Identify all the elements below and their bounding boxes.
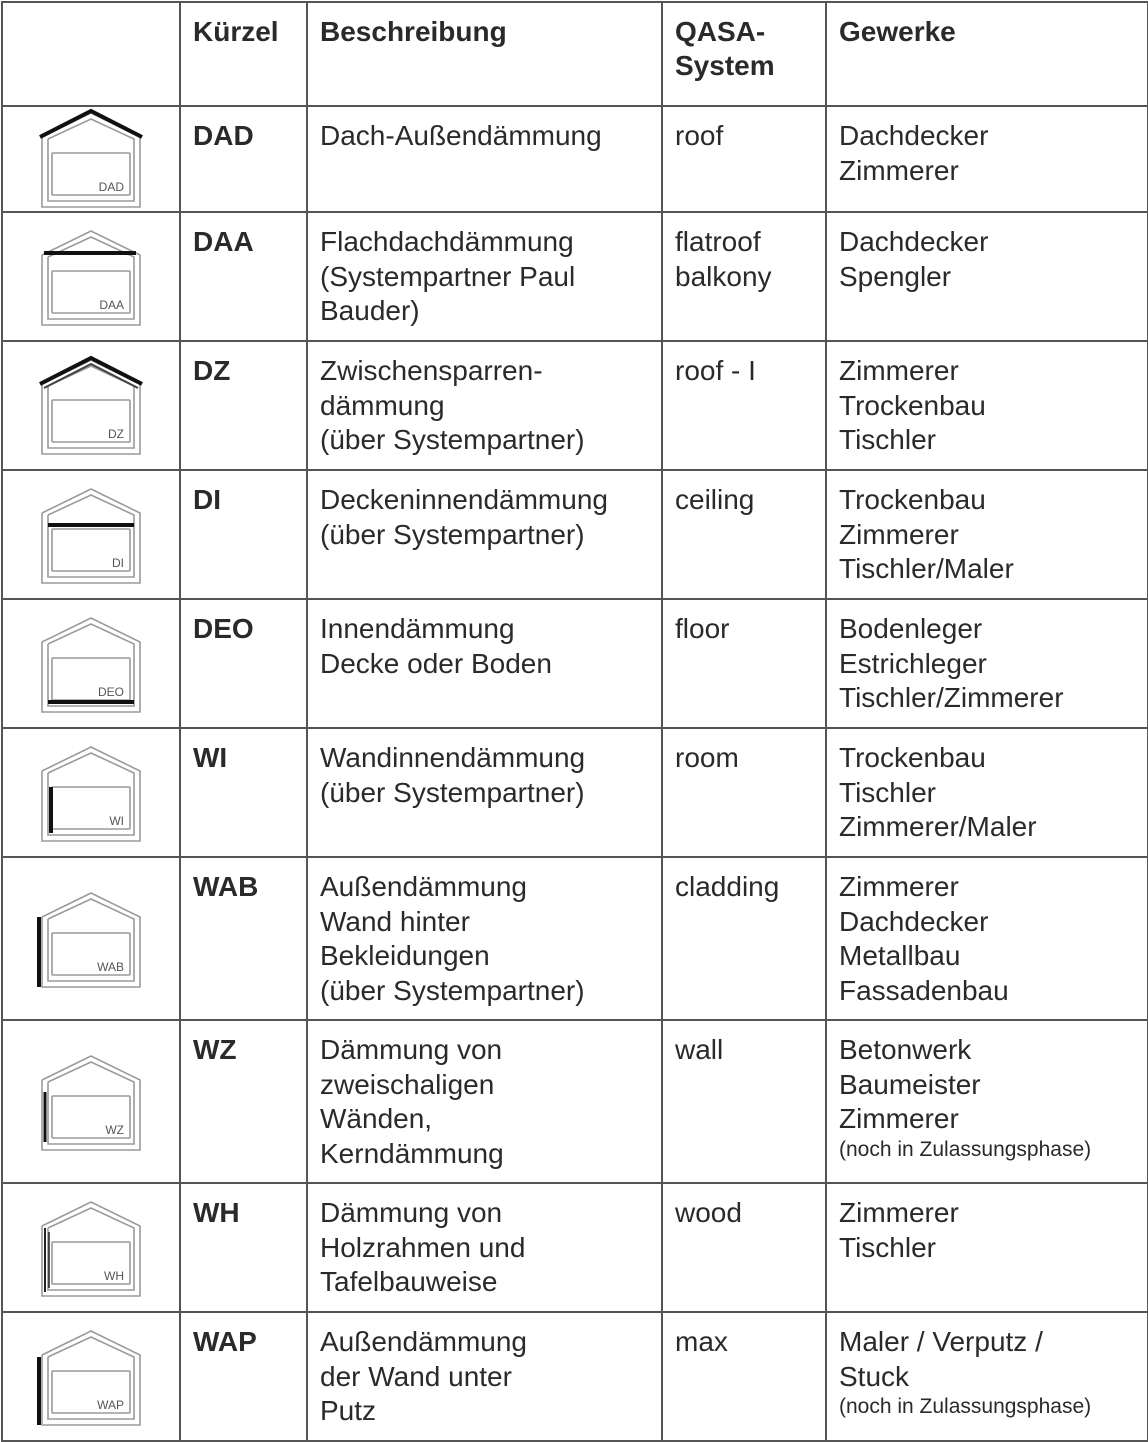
trade-line: Bodenleger — [839, 613, 983, 644]
qasa-cell — [662, 1020, 826, 1183]
code-cell: DZ — [180, 341, 307, 470]
description-line: Decke oder Boden — [320, 647, 552, 679]
description-line: Bekleidungen — [320, 940, 490, 971]
approval-note: (noch in Zulassungsphase) — [839, 1137, 1092, 1161]
icon-caption: WH — [104, 1268, 124, 1283]
trade-line: Zimmerer — [839, 154, 959, 186]
icon-cell — [2, 212, 180, 341]
table-row — [2, 341, 1148, 470]
description-cell — [307, 1183, 662, 1312]
trade-line: Zimmerer — [839, 1103, 959, 1134]
description-line: Außendämmung — [320, 871, 528, 902]
qasa-line: max — [675, 1326, 728, 1357]
icon-caption: DZ — [108, 426, 124, 441]
description-cell — [307, 470, 662, 599]
approval-note: (noch in Zulassungsphase) — [839, 1395, 1092, 1418]
description-line: (über Systempartner) — [320, 424, 585, 455]
trade-line: Tischler/Maler — [839, 553, 1014, 584]
trade-line: Zimmerer — [839, 871, 959, 902]
icon-cell — [2, 599, 180, 728]
icon-cell — [2, 728, 180, 857]
trade-line: Zimmerer — [839, 518, 959, 550]
table-row — [2, 728, 1148, 857]
description-line: Tafelbauweise — [320, 1266, 498, 1297]
trade-line: Zimmerer — [839, 1197, 959, 1228]
icon-cell — [2, 1312, 180, 1441]
qasa-cell — [662, 341, 826, 470]
header-qasa-line2: System — [675, 50, 775, 81]
description-line: Wänden, — [320, 1103, 433, 1134]
code-cell: DI — [180, 470, 307, 599]
wall-outer-cladding-insulation-icon — [3, 887, 179, 991]
description-line: zweischaligen — [320, 1068, 495, 1100]
table-row — [2, 1312, 1148, 1441]
description-cell — [307, 857, 662, 1020]
wall-outer-plaster-insulation-icon — [3, 1325, 179, 1429]
code-cell: WZ — [180, 1020, 307, 1183]
trade-line: Estrichleger — [839, 647, 987, 679]
header-trades: Gewerke — [826, 2, 1148, 106]
qasa-line: roof — [675, 120, 724, 151]
description-line: Kerndämmung — [320, 1137, 504, 1169]
description-line: Holzrahmen und — [320, 1231, 526, 1263]
code-cell: WAB — [180, 857, 307, 1020]
code-cell: DEO — [180, 599, 307, 728]
qasa-cell — [662, 857, 826, 1020]
floor-insulation-icon — [3, 612, 179, 716]
description-line: Außendämmung — [320, 1326, 528, 1357]
qasa-cell — [662, 1183, 826, 1312]
description-line: (Systempartner Paul — [320, 260, 576, 292]
description-cell — [307, 728, 662, 857]
qasa-cell — [662, 599, 826, 728]
table-row — [2, 857, 1148, 1020]
code-cell: DAA — [180, 212, 307, 341]
trades-cell — [826, 1312, 1148, 1441]
flat-roof-insulation-icon — [3, 225, 179, 329]
house-roof-outer-insulation-icon — [3, 107, 179, 211]
header-code: Kürzel — [180, 2, 307, 106]
trade-line: Dachdecker — [839, 226, 989, 257]
trade-line: Tischler — [839, 776, 936, 808]
table-row — [2, 1183, 1148, 1312]
description-cell — [307, 1312, 662, 1441]
trade-line: Dachdecker — [839, 120, 989, 151]
qasa-line: roof - I — [675, 355, 756, 386]
trades-cell — [826, 341, 1148, 470]
trade-line: Tischler — [839, 424, 936, 455]
qasa-cell — [662, 470, 826, 599]
description-line: der Wand unter — [320, 1360, 512, 1392]
description-line: Zwischensparren- — [320, 355, 543, 386]
description-cell — [307, 599, 662, 728]
trades-cell — [826, 106, 1148, 212]
qasa-cell — [662, 1312, 826, 1441]
icon-caption: DEO — [97, 684, 124, 699]
description-cell — [307, 1020, 662, 1183]
description-line: Dämmung von — [320, 1197, 503, 1228]
icon-caption: WZ — [105, 1122, 124, 1137]
trades-cell — [826, 1183, 1148, 1312]
between-rafter-insulation-icon — [3, 354, 179, 458]
trade-line: Maler / Verputz / — [839, 1326, 1043, 1357]
qasa-cell — [662, 106, 826, 212]
description-line: (über Systempartner) — [320, 518, 585, 550]
qasa-line: balkony — [675, 260, 772, 292]
icon-caption: WI — [109, 813, 124, 828]
icon-cell — [2, 106, 180, 212]
icon-caption: WAP — [97, 1397, 124, 1412]
table-row — [2, 599, 1148, 728]
icon-caption: DI — [112, 555, 124, 570]
code-cell: WH — [180, 1183, 307, 1312]
description-line: Innendämmung — [320, 613, 515, 644]
header-icon-column — [2, 2, 180, 106]
header-qasa-line1: QASA- — [675, 16, 766, 47]
qasa-line: wall — [675, 1034, 724, 1065]
qasa-line: wood — [675, 1197, 742, 1228]
description-line: (über Systempartner) — [320, 974, 585, 1006]
trades-cell — [826, 470, 1148, 599]
trade-line: Tischler — [839, 1231, 936, 1263]
table-body — [2, 106, 1148, 1441]
qasa-line: cladding — [675, 871, 780, 902]
icon-cell — [2, 1020, 180, 1183]
trade-line: Zimmerer — [839, 355, 959, 386]
icon-cell — [2, 1183, 180, 1312]
icon-caption: DAD — [98, 180, 124, 194]
header-description: Beschreibung — [307, 2, 662, 106]
trades-cell — [826, 728, 1148, 857]
wall-inner-insulation-icon — [3, 741, 179, 845]
icon-caption: DAA — [99, 297, 124, 312]
table-row — [2, 106, 1148, 212]
trades-cell — [826, 857, 1148, 1020]
trade-line: Dachdecker — [839, 905, 989, 937]
qasa-cell — [662, 212, 826, 341]
description-line: Wand hinter — [320, 905, 470, 937]
description-line: Dach-Außendämmung — [320, 120, 602, 151]
trade-line: Trockenbau — [839, 742, 986, 773]
header-qasa-system — [662, 2, 826, 106]
trade-line: Metallbau — [839, 940, 961, 971]
table-row — [2, 1020, 1148, 1183]
description-line: (über Systempartner) — [320, 776, 585, 808]
qasa-line: room — [675, 742, 739, 773]
table-row — [2, 470, 1148, 599]
qasa-cell — [662, 728, 826, 857]
cavity-wall-insulation-icon — [3, 1050, 179, 1154]
description-cell — [307, 212, 662, 341]
trades-cell — [826, 1020, 1148, 1183]
trade-line: Stuck — [839, 1360, 910, 1392]
code-cell: WI — [180, 728, 307, 857]
code-cell: WAP — [180, 1312, 307, 1441]
trade-line: Baumeister — [839, 1068, 981, 1100]
insulation-systems-table — [1, 1, 1148, 1442]
trade-line: Betonwerk — [839, 1034, 972, 1065]
header-row — [2, 2, 1148, 106]
table-row — [2, 212, 1148, 341]
description-line: Bauder) — [320, 295, 420, 326]
qasa-line: floor — [675, 613, 730, 644]
trades-cell — [826, 212, 1148, 341]
description-line: Putz — [320, 1395, 377, 1426]
description-line: Flachdachdämmung — [320, 226, 574, 257]
description-line: dämmung — [320, 389, 445, 421]
qasa-line: flatroof — [675, 226, 761, 257]
qasa-line: ceiling — [675, 484, 755, 515]
trade-line: Tischler/Zimmerer — [839, 682, 1064, 713]
icon-cell — [2, 857, 180, 1020]
description-cell — [307, 341, 662, 470]
trade-line: Fassadenbau — [839, 974, 1009, 1006]
ceiling-inner-insulation-icon — [3, 483, 179, 587]
trade-line: Trockenbau — [839, 389, 986, 421]
code-cell: DAD — [180, 106, 307, 212]
icon-caption: WAB — [97, 959, 124, 974]
trade-line: Spengler — [839, 260, 952, 292]
trade-line: Zimmerer/Maler — [839, 811, 1037, 842]
description-line: Deckeninnendämmung — [320, 484, 608, 515]
trade-line: Trockenbau — [839, 484, 986, 515]
description-line: Wandinnendämmung — [320, 742, 586, 773]
description-line: Dämmung von — [320, 1034, 503, 1065]
description-cell — [307, 106, 662, 212]
timber-frame-insulation-icon — [3, 1196, 179, 1300]
icon-cell — [2, 470, 180, 599]
trades-cell — [826, 599, 1148, 728]
icon-cell — [2, 341, 180, 470]
